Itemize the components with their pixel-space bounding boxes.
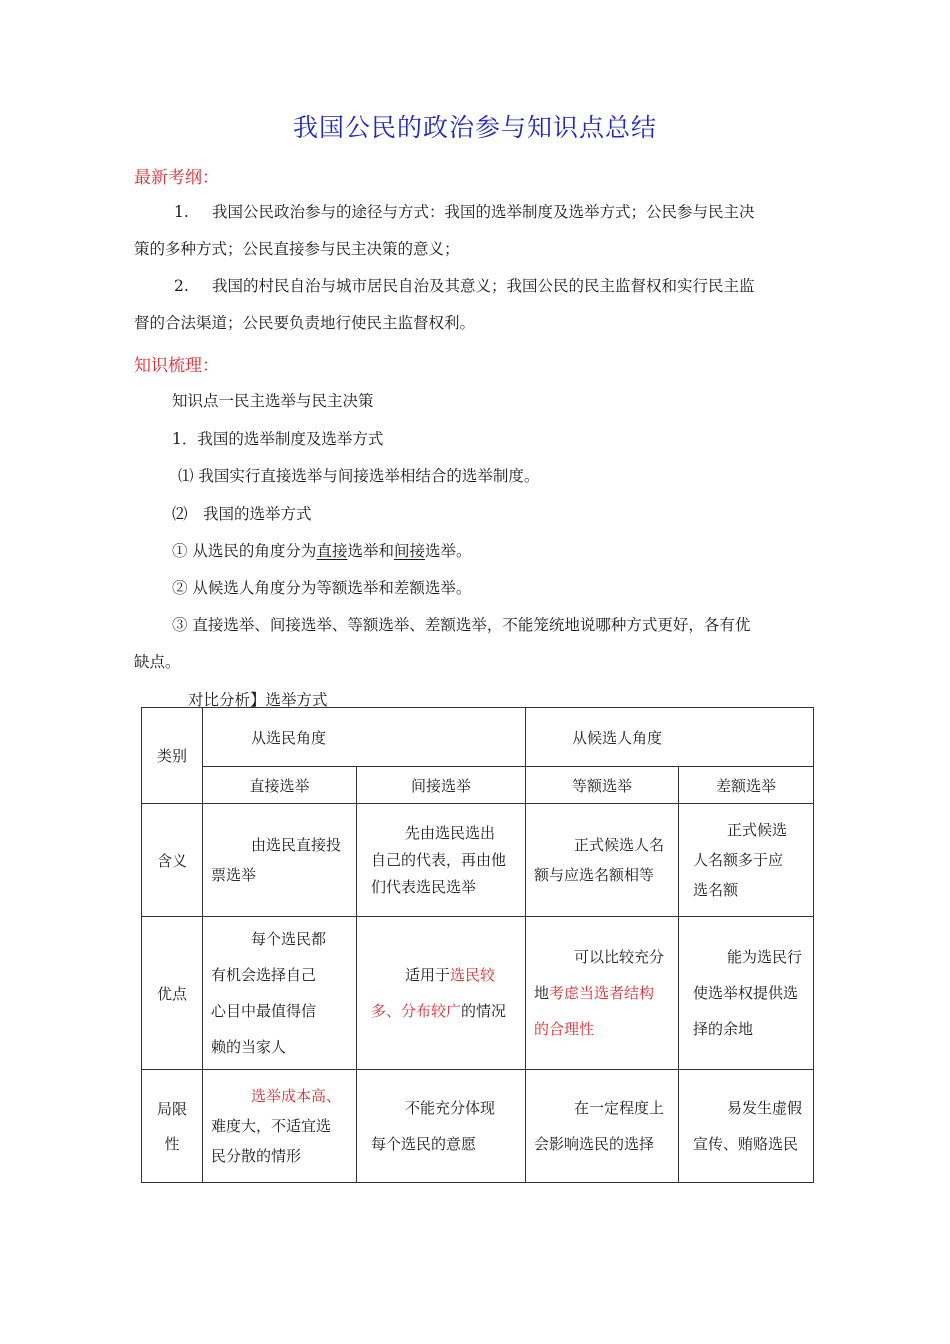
cell-text: 难度大，不适宜选 (211, 1117, 332, 1135)
item-text-line1: 我国的村民自治与城市居民自治及其意义；我国公民的民主监督权和实行民主监 (212, 277, 755, 295)
table-cell (357, 1070, 526, 1183)
cell-text: 额与应选名额相等 (534, 866, 655, 884)
table-cell (203, 917, 357, 1070)
cell-text: 每个选民的意愿 (371, 1135, 477, 1153)
highlight-text: 考虑当选者结构 (549, 984, 655, 1002)
cell-text: 先由选民选出 (405, 823, 496, 842)
underlined-indirect: 间接 (393, 542, 425, 560)
table-row (142, 804, 814, 917)
point-title: 知识点一民主选举与民主决策 (172, 392, 374, 410)
cell-text: 正式候选人名 (574, 836, 665, 854)
item-text-line1: 我国公民政治参与的途径与方式：我国的选举制度及选举方式；公民参与民主决 (212, 203, 755, 221)
col-header-equal: 等额选举 (526, 767, 679, 804)
label-line: 性 (164, 1135, 180, 1153)
table-cell (679, 917, 814, 1070)
table-cell (203, 1070, 357, 1183)
table-cell (526, 804, 679, 917)
row-label-meaning: 含义 (142, 804, 203, 917)
point-circle-2: ② 从候选人角度分为等额选举和差额选举。 (172, 579, 472, 597)
point-circle-3-line1: ③ 直接选举、间接选举、等额选举、差额选举，不能笼统地说哪种方式更好，各有优 (172, 616, 751, 634)
cell-text: 选名额 (693, 881, 739, 899)
cell-text: 适用于 (405, 966, 451, 984)
item-number: 2. (174, 277, 189, 295)
cell-text: 正式候选 (727, 821, 788, 839)
col-header-direct: 直接选举 (203, 767, 357, 804)
highlight-text: 多、分布较广 (371, 1002, 462, 1020)
table-cell (357, 917, 526, 1070)
group-header-voter (203, 708, 526, 767)
subheading-1: 1．我国的选举制度及选举方式 (172, 430, 384, 448)
cell-text: 易发生虚假 (727, 1099, 803, 1117)
cell-text: 人名额多于应 (693, 851, 784, 869)
cell-text: 由选民直接投 (251, 836, 342, 854)
cell-text: 民分散的情形 (211, 1147, 302, 1165)
header-text: 从选民角度 (251, 728, 327, 747)
statement-2: ⑵ 我国的选举方式 (172, 505, 312, 523)
cell-text: 在一定程度上 (574, 1099, 665, 1117)
cell-text: 宣传、贿赂选民 (693, 1135, 799, 1153)
cell-text: 每个选民都 (251, 930, 327, 948)
cell-text: 们代表选民选举 (371, 877, 477, 896)
highlight-text: 选举成本高、 (251, 1087, 342, 1105)
point-circle-1 (172, 539, 472, 561)
table-cell (526, 1070, 679, 1183)
table-caption: 对比分析】选举方式 (188, 691, 328, 709)
table-cell (526, 917, 679, 1070)
syllabus-item-1 (134, 194, 806, 268)
group-header-candidate (526, 708, 814, 767)
comparison-table (141, 707, 814, 1183)
cell-text: 择的余地 (693, 1020, 754, 1038)
cell-text: 赖的当家人 (211, 1038, 287, 1056)
table-row (142, 917, 814, 1070)
knowledge-heading: 知识梳理： (134, 356, 219, 376)
cell-text: 不能充分体现 (405, 1099, 496, 1117)
cell-text: 自己的代表，再由他 (371, 850, 507, 869)
highlight-text: 的合理性 (534, 1020, 595, 1038)
item-text-line2: 督的合法渠道；公民要负责地行使民主监督权利。 (134, 314, 476, 332)
point-circle-3-line2: 缺点。 (134, 653, 181, 671)
document-title: 我国公民的政治参与知识点总结 (292, 113, 657, 142)
label-line: 局限 (156, 1100, 187, 1118)
table-row (142, 708, 814, 767)
cell-text: 使选举权提供选 (693, 984, 799, 1002)
cell-text: 可以比较充分 (574, 948, 665, 966)
cell-text: 会影响选民的选择 (534, 1135, 655, 1153)
statement-1: ⑴ 我国实行直接选举与间接选举相结合的选举制度。 (178, 467, 540, 485)
col-header-indirect: 间接选举 (357, 767, 526, 804)
cell-text: 心目中最值得信 (211, 1002, 317, 1020)
table-cell (679, 1070, 814, 1183)
table-cell (679, 804, 814, 917)
row-label-limit (142, 1070, 203, 1183)
cell-text: 有机会选择自己 (211, 966, 317, 984)
highlight-text: 选民较 (450, 966, 496, 984)
cell-text: 票选举 (211, 866, 257, 884)
category-header: 类别 (142, 708, 203, 804)
row-label-merit: 优点 (142, 917, 203, 1070)
syllabus-heading: 最新考纲： (134, 168, 219, 188)
table-row (142, 1070, 814, 1183)
table-cell (203, 804, 357, 917)
syllabus-item-2 (134, 268, 806, 342)
underlined-direct: 直接 (316, 542, 348, 560)
table-cell (357, 804, 526, 917)
item-number: 1. (174, 203, 189, 221)
text: 选举和 (347, 542, 394, 560)
text: ① 从选民的角度分为 (172, 542, 317, 560)
cell-text: 的情况 (461, 1002, 507, 1020)
item-text-line2: 策的多种方式；公民直接参与民主决策的意义； (134, 240, 460, 258)
cell-text: 地 (534, 984, 550, 1002)
col-header-differential: 差额选举 (679, 767, 814, 804)
text: 选举。 (424, 542, 472, 560)
table-row (142, 767, 814, 804)
header-text: 从候选人角度 (572, 728, 663, 747)
cell-text: 能为选民行 (727, 948, 803, 966)
